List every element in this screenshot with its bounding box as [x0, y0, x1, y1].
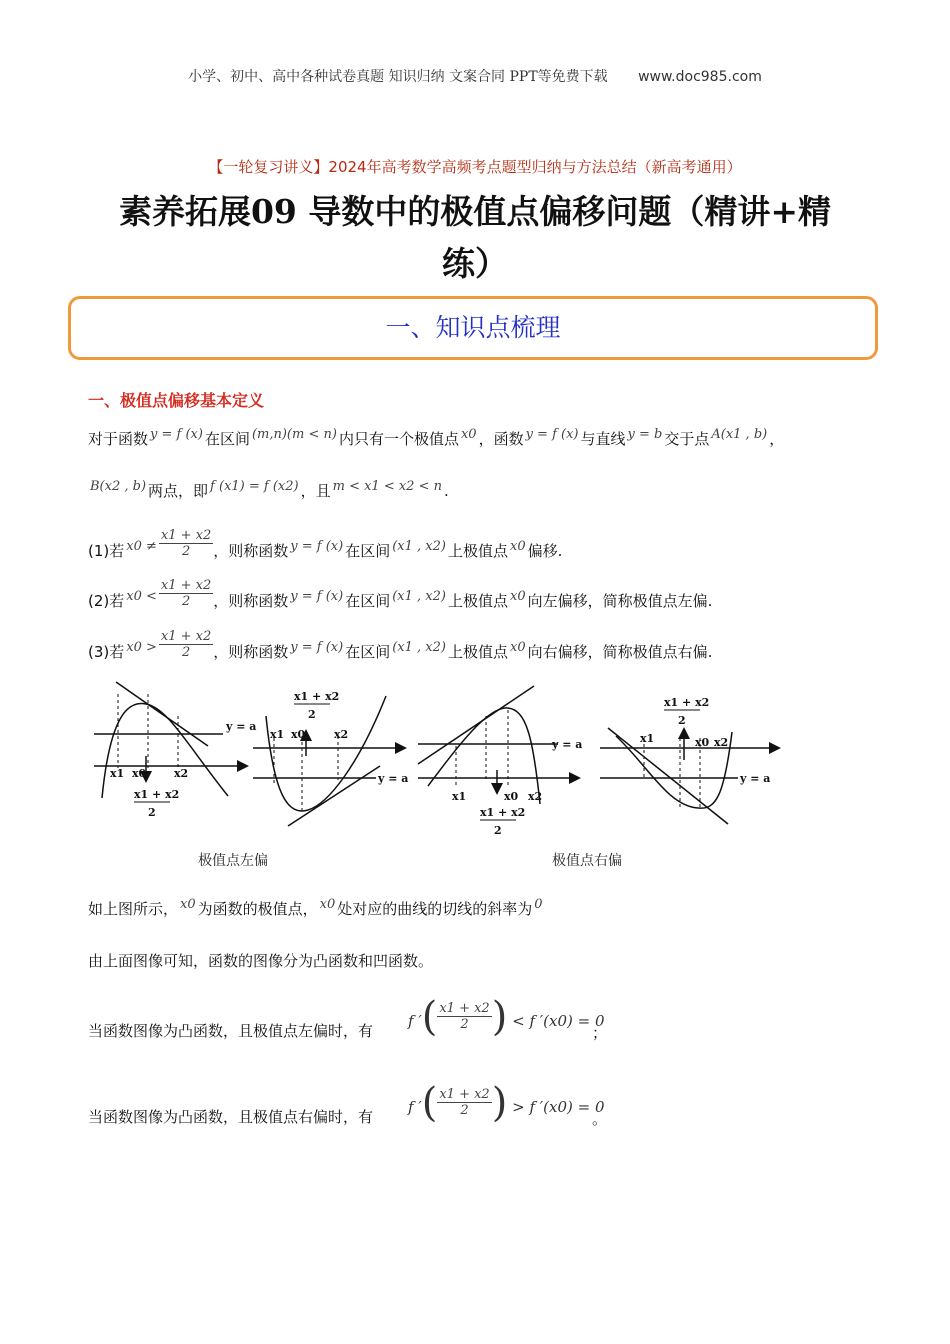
fraction: $\frac{x1 + x2}{2}$: [160, 528, 212, 559]
svg-text:2: 2: [308, 708, 316, 721]
case-1: (1)若 x0 ≠ $\frac{x1 + x2}{2}$ ，则称函数 y = f (x) 在区间 (x1 , x2) 上极值点 x0 偏移.: [88, 528, 563, 560]
case-2: (2)若 x0 < $\frac{x1 + x2}{2}$ ，则称函数 y = f (x) 在区间 (x1 , x2) 上极值点 x0 向左偏移，简称极值点左偏.: [88, 578, 713, 610]
panel-left-2: [253, 696, 404, 826]
formula-right-shift: f ′( $\frac{x1 + x2}{2}$ ) > f ′(x0) = 0: [408, 1080, 605, 1126]
paragraph-1: 如上图所示， x0 为函数的极值点， x0 处对应的曲线的切线的斜率为 0: [88, 897, 543, 918]
formula-left-shift: f ′( $\frac{x1 + x2}{2}$ ) < f ′(x0) = 0: [408, 994, 605, 1040]
label-ya: y = a: [226, 720, 257, 733]
svg-text:y = a: y = a: [552, 738, 583, 751]
paragraph-4-end: 。: [592, 1110, 608, 1128]
svg-text:x1 + x2: x1 + x2: [664, 696, 710, 709]
section-title: 一、知识点梳理: [385, 313, 561, 342]
label-frac-num: x1 + x2: [134, 788, 180, 801]
caption-left-shift: 极值点左偏: [198, 853, 268, 869]
label-x1: x1: [110, 767, 125, 780]
definition-line-1: 对于函数 y = f (x) 在区间 (m,n)(m < n) 内只有一个极值点 x0 ，函数 y = f (x) 与直线 y = b 交于点 A(x1 , b) ，: [88, 427, 785, 448]
paragraph-2: 由上面图像可知，函数的图像分为凸函数和凹函数。: [88, 952, 434, 970]
svg-text:x0: x0: [695, 736, 710, 749]
case-3: (3)若 x0 > $\frac{x1 + x2}{2}$ ，则称函数 y = f (x) 在区间 (x1 , x2) 上极值点 x0 向右偏移，简称极值点右偏.: [88, 629, 713, 661]
svg-text:x1: x1: [452, 790, 467, 803]
definition-line-2: B(x2 , b) 两点，即 f (x1) = f (x2) ，且 m < x1 < x2 < n .: [90, 479, 449, 500]
svg-text:x2: x2: [714, 736, 729, 749]
svg-text:x1: x1: [270, 728, 285, 741]
page-title: 素养拓展09 导数中的极值点偏移问题（精讲+精练）: [118, 192, 832, 283]
section-box: [68, 296, 878, 360]
panel-left-1: [94, 682, 246, 798]
header-line: 小学、初中、高中各种试卷真题 知识归纳 文案合同 PPT等免费下载: [188, 69, 608, 85]
label-x2: x2: [174, 767, 189, 780]
paragraph-3-end: ；: [592, 1024, 608, 1042]
series-title: 【一轮复习讲义】2024年高考数学高频考点题型归纳与方法总结（新高考通用）: [208, 158, 742, 176]
svg-text:x1: x1: [640, 732, 655, 745]
extreme-point-figure: [88, 676, 788, 836]
site-header: [0, 66, 950, 86]
svg-text:2: 2: [494, 824, 502, 836]
svg-text:x0: x0: [504, 790, 519, 803]
header-url[interactable]: www.doc985.com: [638, 69, 762, 85]
svg-text:y = a: y = a: [378, 772, 409, 785]
paragraph-3: 当函数图像为凸函数，且极值点左偏时，有: [88, 1022, 374, 1040]
svg-text:y = a: y = a: [740, 772, 771, 785]
fraction: $\frac{x1 + x2}{2}$: [160, 578, 212, 609]
caption-right-shift: 极值点右偏: [552, 853, 622, 869]
paragraph-4: 当函数图像为凸函数，且极值点右偏时，有: [88, 1108, 374, 1126]
svg-text:x0: x0: [291, 728, 306, 741]
svg-text:x1 + x2: x1 + x2: [294, 690, 340, 703]
label-frac-den: 2: [148, 806, 156, 819]
svg-text:x2: x2: [334, 728, 349, 741]
fraction: $\frac{x1 + x2}{2}$: [160, 629, 212, 660]
definition-heading: 一、极值点偏移基本定义: [88, 391, 265, 410]
svg-text:x2: x2: [528, 790, 543, 803]
svg-text:2: 2: [678, 714, 686, 727]
svg-text:x1 + x2: x1 + x2: [480, 806, 526, 819]
label-x0: x0: [132, 767, 147, 780]
